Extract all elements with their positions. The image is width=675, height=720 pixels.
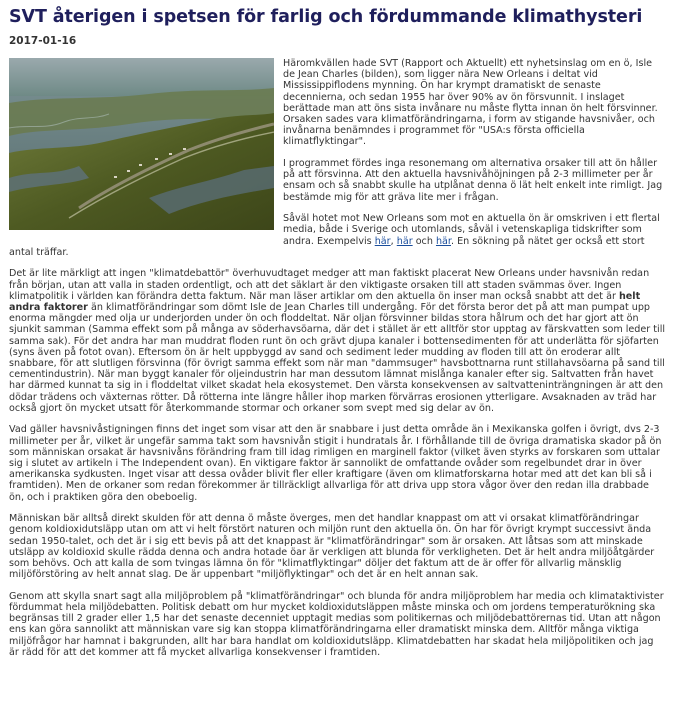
source-link-1[interactable]: här: [374, 235, 391, 247]
p3-text-a: Såväl hotet mot New Orleans som mot en aktuella ön är omskriven i ett flertal media, både i Sverige och utomlands, såväl i vetenskapliga tidskrifter som andra. Exempelvis: [283, 213, 660, 247]
body-paragraph-5: Vad gäller havsnivåstigningen finns det inget som visar att den är snabbare i just detta område än i Mexikanska golfen i övrigt, dvs 2-3 millimeter per år, vilket är ungefär samma takt som havsnivån stigit i hundratals år. I förhållande till de övriga dramatiska skador på ön som människan orsakat är havsnivåns förändring fram till idag rimligen en marginell faktor (vilket även styrks av forskaren som uttalar sig i slutet av artikeln i The Independent ovan). En viktigare faktor är sannolikt de omfattande ovåder som regelbundet drar in över amerikanska sydkusten. Inget visar att dessa ovåder blivit fler eller kraftigare (även om klimatforskarna hotar med att det kan bli så i framtiden). Men de orkaner som redan förekommer är tillräckligt allvarliga för att driva upp stora vågor över den redan illa drabbade ön, och i praktiken göra den obeboelig.: [9, 424, 662, 503]
p4-bold-phrase: helt andra faktorer: [9, 290, 641, 314]
p3-sep-2: och: [412, 235, 436, 247]
source-link-3[interactable]: här: [435, 235, 451, 247]
post-date: 2017-01-16: [9, 35, 77, 47]
post-body: [9, 58, 666, 658]
intro-paragraph-2: I programmet fördes inga resonemang om alternativa orsaker till att ön håller på att försvinna. Att den aktuella havsnivåhöjningen på 2-3 millimeter per år ensam och så snabbt skulle ha utplånat denna ö lät helt enkelt inte rimligt. Jag bestämde mig för att gräva lite mer i frågan.: [283, 158, 663, 203]
intro-paragraph-1: Häromkvällen hade SVT (Rapport och Aktuellt) ett nyhetsinslag om en ö, Isle de Jean Charles (bilden), som ligger nära New Orleans i deltat vid Mississippiflodens mynning. Ön har krympt dramatiskt de senaste decennierna, och sedan 1955 har över 90% av ön försvunnit. I inslaget berättade man att öns sista invånare nu måste flytta innan ön helt försvinner. Orsaken sades vara klimatförändringarna, i form av stigande havsnivåer, och invånarna benämndes i programmet för "USA:s första officiella klimatflyktingar".: [283, 58, 658, 148]
body-paragraph-7: Genom att skylla snart sagt alla miljöproblem på "klimatförändringar" och blunda för andra miljöproblem har media och klimataktivister fördummat hela miljödebatten. Politisk debatt om hur mycket koldioxidutsläppen måste minska och om jordens temperaturökning ska begränsas till 2 grader eller 1,5 har det senaste decenniet upptagit medias som politikernas och miljödebattörernas tid. Utan att någon ens kan göra sannolikt att människan vare sig kan stoppa klimatförändringarna eller dramatiskt minska dem. Alltför många viktiga miljöfrågor har hamnat i bakgrunden, allt har bara handlat om koldioxidutsläpp. Klimatdebatten har skadat hela miljöpolitiken och jag är rädd för att det kommer att få mycket allvarliga konsekvenser i framtiden.: [9, 590, 664, 658]
post-title: SVT återigen i spetsen för farlig och fördummande klimathysteri: [9, 7, 643, 27]
p4-text-b: än klimatförändringar som dömt Isle de Jean Charles till undergång. För det första beror det på att man pumpat upp enorma mängder med olja ur underjorden under ön och floddeltat. När oljan försvinner bildas stora hålrum och det har gjort att ön sjunkit samman (Samma effekt som på många av söderhavsöarna, där det i stället är ett alltför stor upptag av färskvatten som leder till samma sak). För det andra har man muddrat floden runt ön och grävt djupa kanaler i bottensedimenten för att underlätta för sjöfarten (syns även på fotot ovan). Eftersom ön är helt uppbyggd av sand och sediment leder mudding av floden till att ön eroderar allt snabbare, för att slutligen försvinna (för övrigt samma effekt som när man "dammsuger" havsbottnarna runt stillahavsöarna på sand till cementindustrin). När man byggt kanaler för oljeindustrin har man dessutom lämnat mislånga kanaler efter sig. Saltvatten från havet har därmed kunnat ta sig in i floddeltat vilket skadat hela ekosystemet. Den värsta konsekvensen av saltvatteninträngningen är att den dödar trädens och växternas rötter. Då rötterna inte längre håller ihop marken förvärras erosionen ytterligare. Avsaknaden av träd har också gjort ön mycket utsatt för återkommande stormar och orkaner som svept med sig delar av ön.: [9, 302, 666, 414]
p3-sep-1: ,: [390, 235, 397, 247]
body-paragraph-6: Människan bär alltså direkt skulden för att denna ö måste överges, men det handlar knappast om att vi orsakat klimatförändringar genom koldioxidutsläpp utan om att vi helt förstört naturen och miljön runt den aktuella ön. Ön har för övrigt krympt successivt ända sedan 1950-talet, och det är i sig ett bevis på att det knappast är "klimatförändringar" som är orsaken. Att låtsas som att minskade utsläpp av koldioxid skulle rädda denna och andra hotade öar är verkligen att blunda för verkligheten. Det är helt andra miljöåtgärder som behövs. Och att kalla de som tvingas lämna ön för "klimatflyktingar" döljer det faktum att de är offer för allvarlig mänsklig miljöförstöring av helt annat slag. De är uppenbart "miljöflyktingar" och det är en helt annan sak.: [9, 513, 655, 581]
island-aerial-photo: [9, 58, 274, 230]
source-link-2[interactable]: här: [396, 235, 413, 247]
p3-text-b: . En sökning på nätet ger också ett stort antal träffar.: [9, 235, 645, 258]
body-paragraph-4: [9, 268, 666, 414]
p4-text-a: Det är lite märkligt att ingen "klimatdebattör" överhuvudtaget medger att man faktiskt placerat New Orleans under havsnivån redan från början, utan att valla in staden ordentligt, och att det säklart är den viktigaste orsaken till att staden svämmas över. Ingen klimatpolitik i världen kan förändra detta faktum. När man läser artiklar om den aktuella ön inser man också snabbt att det är: [9, 268, 650, 302]
